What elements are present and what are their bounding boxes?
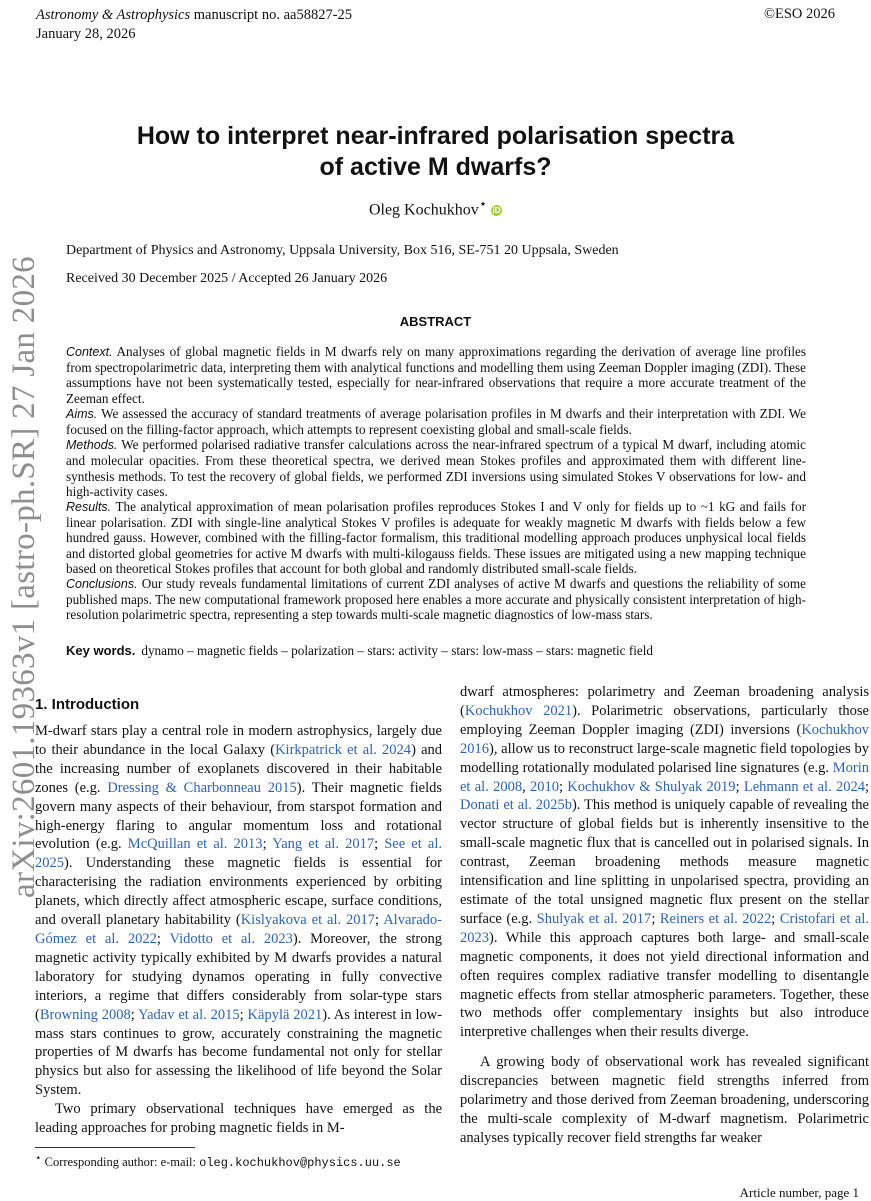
citation-link[interactable]: Kirkpatrick et al. 2024 <box>275 741 412 758</box>
abstract-results: Results. The analytical approximation of mean polarisation profiles reproduces Stokes I and V only for fields up to ~1 kG and fails for linear polarisation. ZDI with single-line analytical Stokes V profiles is adequate for weakly magnetic M dwarfs with fields below a few hundred gauss. However, combined with the filling-factor formalism, this traditional modelling approach produces unphysical local fields and distorted global geometries for active M dwarfs with multi-kilogauss fields. These issues are mitigated using a new mapping technique based on theoretical Stokes profiles that account for both global and randomly distributed small-scale fields. <box>66 499 806 576</box>
keywords-label: Key words. <box>66 643 136 658</box>
citation-link[interactable]: Vidotto et al. 2023 <box>169 930 293 947</box>
title-line-1: How to interpret near-infrared polarisation spectra <box>136 122 735 150</box>
left-column <box>35 695 442 1138</box>
affiliation: Department of Physics and Astronomy, Uppsala University, Box 516, SE-751 20 Uppsala, Sweden <box>66 243 619 258</box>
abstract-methods: Methods. We performed polarised radiative transfer calculations across the near-infrared spectrum of a typical M dwarf, including atomic and molecular opacities. From these theoretical spectra, we derived mean Stokes profiles and approximated them with different line-synthesis methods. To test the recovery of global fields, we performed ZDI inversions using simulated Stokes V observations for low- and high-activity cases. <box>66 437 806 499</box>
citation-link[interactable]: Yadav et al. 2015 <box>138 1006 240 1023</box>
abstract <box>66 344 806 623</box>
citation-link[interactable]: Yang et al. 2017 <box>272 836 375 853</box>
page-footer: Article number, page 1 <box>739 1185 859 1200</box>
citation-link[interactable]: Morin et al. 2008 <box>460 759 869 795</box>
paragraph: dwarf atmospheres: polarimetry and Zeeman broadening analysis (Kochukhov 2021). Polarimetric observations, particularly those employing Zeeman Doppler imaging (ZDI) inversions (Kochukhov 2016), allow us to reconstruct large-scale magnetic field topologies by modelling rotationally modulated polarised line signatures (e.g. Morin et al. 2008, 2010; Kochukhov & Shulyak 2019; Lehmann et al. 2024; Donati et al. 2025b). This method is uniquely capable of revealing the vector structure of global fields but is inherently insensitive to the small-scale magnetic flux that is cancelled out in polarised signals. In contrast, Zeeman broadening methods measure magnetic intensification and line splitting in unpolarised spectra, providing an estimate of the total unsigned magnetic flux present on the stellar surface (e.g. Shulyak et al. 2017; Reiners et al. 2022; Cristofari et al. 2023). While this approach captures both large- and small-scale magnetic components, it does not yield directional information and often requires complex radiative transfer modelling to disentangle magnetic effects from stellar atmospheric parameters. Together, these two methods offer complementary insights but also introduce interpretive challenges when their results diverge. <box>460 684 870 1041</box>
citation-link[interactable]: Käpylä 2021 <box>247 1006 323 1023</box>
citation-link[interactable]: Lehmann et al. 2024 <box>743 778 865 795</box>
citation-link[interactable]: Shulyak et al. 2017 <box>536 910 652 927</box>
citation-link[interactable]: Kochukhov 2021 <box>464 702 573 719</box>
abstract-context: Context. Analyses of global magnetic fields in M dwarfs rely on many approximations regarding the derivation of average line profiles from spectropolarimetric data, interpreting them with analytical functions and modelling them using Zeeman Doppler imaging (ZDI). These assumptions have not been systematically tested, especially for near-infrared observations that require a more accurate treatment of the Zeeman effect. <box>66 344 806 406</box>
citation-link[interactable]: McQuillan et al. 2013 <box>127 836 263 853</box>
arxiv-stamp: arXiv:2601.19363v1 [astro-ph.SR] 27 Jan 2026 <box>6 256 42 898</box>
citation-link[interactable]: Kislyakova et al. 2017 <box>240 912 376 929</box>
keywords <box>66 643 653 659</box>
paragraph: A growing body of observational work has revealed significant discrepancies between magnetic field strengths inferred from polarimetry and those derived from Zeeman broadening, underscoring the multi-scale complexity of M-dwarf magnetism. Polarimetric analyses typically recover field strengths far weaker <box>460 1054 869 1146</box>
citation-link[interactable]: See et al. 2025 <box>35 836 442 872</box>
title-line-2: of active M dwarfs? <box>319 153 552 181</box>
citation-link[interactable]: Kochukhov & Shulyak 2019 <box>567 778 736 795</box>
author-footnote-mark: ⋆ <box>478 196 488 211</box>
manuscript-number: manuscript no. aa58827-25 <box>193 7 353 23</box>
footnote-text: Corresponding author: e-mail: <box>44 1155 196 1170</box>
abstract-heading: ABSTRACT <box>399 314 472 329</box>
author-line <box>0 196 871 219</box>
footnote-rule <box>35 1147 195 1148</box>
citation-link[interactable]: Kochukhov 2016 <box>460 721 869 757</box>
citation-link[interactable]: Reiners et al. 2022 <box>659 910 772 927</box>
paragraph: Two primary observational techniques have emerged as the leading approaches for probing magnetic fields in M- <box>35 1101 442 1137</box>
footnote-mark: ⋆ <box>35 1153 42 1164</box>
keywords-list: dynamo – magnetic fields – polarization – stars: activity – stars: low-mass – stars: magnetic field <box>141 643 653 658</box>
paper-title <box>0 121 871 183</box>
citation-link[interactable]: Cristofari et al. 2023 <box>460 910 869 946</box>
author-email-link[interactable]: oleg.kochukhov@physics.uu.se <box>199 1156 401 1171</box>
header-date: January 28, 2026 <box>36 26 136 42</box>
section-heading-introduction: 1. Introduction <box>35 696 140 713</box>
left-column-text <box>35 722 442 1138</box>
paragraph: M-dwarf stars play a central role in modern astrophysics, largely due to their abundance in the local Galaxy (Kirkpatrick et al. 2024) and the increasing number of exoplanets discovered in their habitable zones (e.g. Dressing & Charbonneau 2015). Their magnetic fields govern many aspects of their behaviour, from starspot formation and high-energy flaring to angular momentum loss and rotational evolution (e.g. McQuillan et al. 2013; Yang et al. 2017; See et al. 2025). Understanding these magnetic fields is essential for characterising the radiation environments experienced by orbiting planets, which directly affect atmospheric escape, surface conditions, and overall planetary habitability (Kislyakova et al. 2017; Alvarado-Gómez et al. 2022; Vidotto et al. 2023). Moreover, the strong magnetic activity typically exhibited by M dwarfs provides a natural laboratory for studying dynamos operating in fully convective interiors, a regime that differs considerably from solar-type stars (Browning 2008; Yadav et al. 2015; Käpylä 2021). As interest in low-mass stars continues to grow, accurately constraining the magnetic properties of M dwarfs has become fundamental not only for stellar physics but also for assessing the likelihood of life beyond the Solar System. <box>35 723 443 1099</box>
citation-link[interactable]: Alvarado-Gómez et al. 2022 <box>35 912 442 947</box>
received-dates: Received 30 December 2025 / Accepted 26 January 2026 <box>66 271 388 286</box>
abstract-aims: Aims. We assessed the accuracy of standard treatments of average polarisation profiles in M dwarfs and their interpretation with ZDI. We focused on the filling-factor approach, which attempts to represent coexisting global and small-scale fields. <box>66 405 806 438</box>
citation-link[interactable]: Donati et al. 2025b <box>460 797 572 814</box>
abstract-conclusions: Conclusions. Our study reveals fundamental limitations of current ZDI analyses of active M dwarfs and questions the reliability of some published maps. The new computational framework proposed here enables a more accurate and physically consistent interpretation of high-resolution polarimetric spectra, representing a step towards multi-scale magnetic diagnostics of low-mass stars. <box>66 576 806 623</box>
author-name: Oleg Kochukhov <box>368 201 479 219</box>
citation-link[interactable]: Dressing & Charbonneau 2015 <box>107 779 297 796</box>
citation-link[interactable]: 2010 <box>530 778 559 795</box>
orcid-icon[interactable]: iD <box>492 206 501 216</box>
copyright: ©ESO 2026 <box>763 6 835 22</box>
citation-link[interactable]: Browning 2008 <box>39 1006 131 1023</box>
running-header <box>36 6 352 44</box>
footnote <box>35 1152 401 1170</box>
journal-name: Astronomy & Astrophysics <box>36 7 191 23</box>
right-column-text <box>460 683 869 1148</box>
right-column <box>460 683 869 1148</box>
